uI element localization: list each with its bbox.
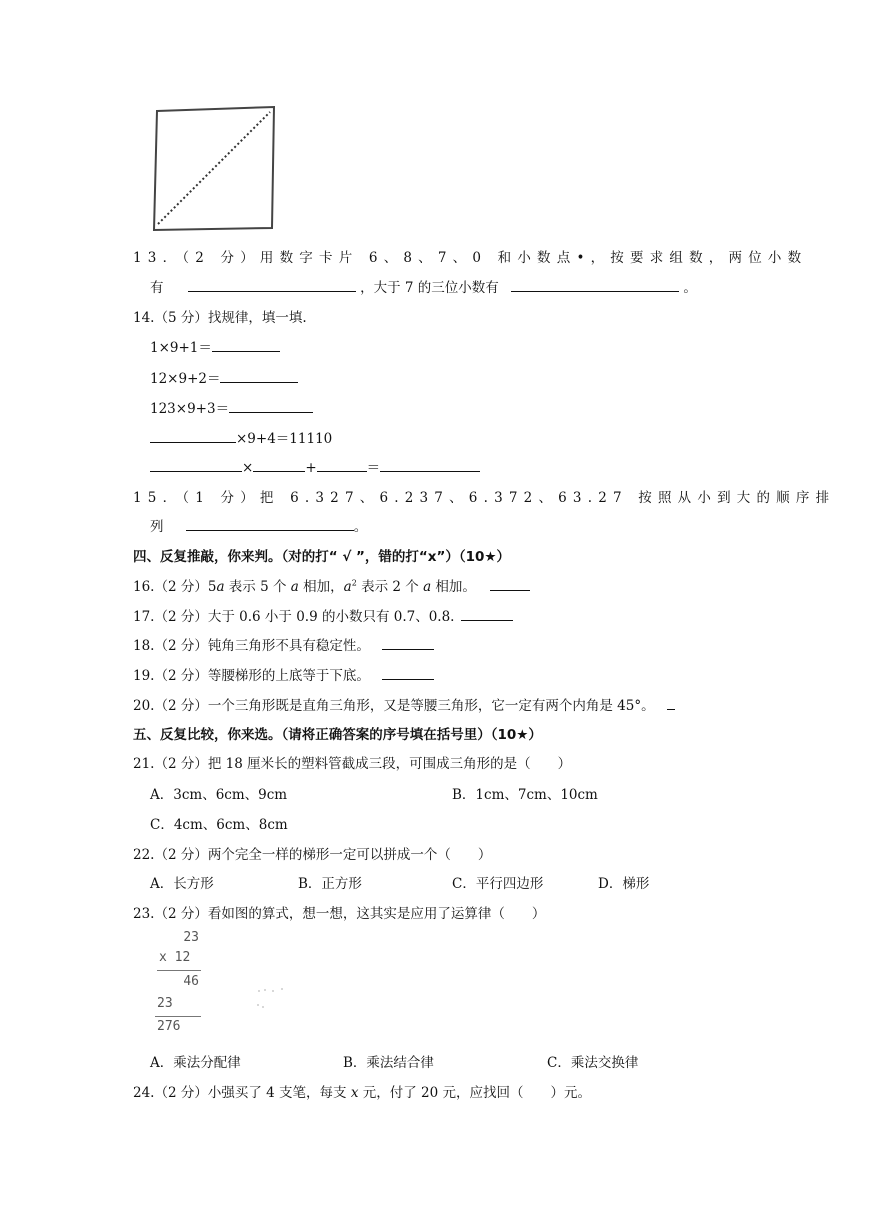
q14-r5-eq: ＝ xyxy=(366,460,381,476)
q23-option-c[interactable]: C．乘法交换律 xyxy=(547,1055,639,1071)
q24-text-a: 24.（2 分）小强买了 4 支笔，每支 xyxy=(133,1085,351,1101)
q13-answer-blank-1[interactable] xyxy=(188,277,356,292)
q14-r5-blank-4[interactable] xyxy=(380,457,480,472)
q23-calculation-figure xyxy=(153,930,205,1040)
q23-option-b[interactable]: B．乘法结合律 xyxy=(343,1055,434,1071)
q14-r4-text: ×9+4＝11110 xyxy=(236,431,333,447)
section5-title: 五、反复比较，你来选。（请将正确答案的序号填在括号里）（10★） xyxy=(133,727,542,743)
q16-a: 16.（2 分）5 xyxy=(133,579,217,595)
q15-line2 xyxy=(150,515,367,535)
q15-answer-blank[interactable] xyxy=(186,516,354,531)
q20-answer-blank[interactable] xyxy=(667,695,675,710)
q19-text: 19.（2 分）等腰梯形的上底等于下底。 xyxy=(133,668,370,684)
q16-c: 相加， xyxy=(298,579,344,595)
q14-r4-blank[interactable] xyxy=(150,428,236,443)
q23-option-a[interactable]: A．乘法分配律 xyxy=(150,1055,241,1071)
q24-text-b: 元，付了 20 元，应找回（ ）元。 xyxy=(358,1085,591,1101)
q16-sup: 2 xyxy=(351,578,357,588)
q21-text: 21.（2 分）把 18 厘米长的塑料管截成三段，可围成三角形的是（ ） xyxy=(133,756,572,772)
q13-line1: 13．（2 分）用数字卡片 6、8、7、0 和小数点•，按要求组数，两位小数 xyxy=(133,250,808,266)
q16-var-4: a xyxy=(423,579,432,595)
q15-end: 。 xyxy=(353,519,368,535)
q16-var-3: a xyxy=(343,579,352,595)
q16-e: 相加。 xyxy=(431,579,476,595)
q14-title: 14.（5 分）找规律，填一填. xyxy=(133,310,307,326)
q14-r1-text: 1×9+1＝ xyxy=(150,340,212,356)
q14-row-2 xyxy=(150,367,298,387)
q17-text: 17.（2 分）大于 0.6 小于 0.9 的小数只有 0.7、0.8. xyxy=(133,609,455,625)
q19 xyxy=(133,664,434,684)
q13-answer-blank-2[interactable] xyxy=(511,277,679,292)
q14-r2-text: 12×9+2＝ xyxy=(150,371,221,387)
q17 xyxy=(133,605,513,625)
q14-r5-plus: + xyxy=(305,460,317,476)
q18-answer-blank[interactable] xyxy=(382,635,434,650)
calc-partial-2: 23 xyxy=(157,996,173,1011)
q24 xyxy=(133,1081,591,1101)
q14-r5-blank-1[interactable] xyxy=(150,457,242,472)
q16 xyxy=(133,575,530,595)
q23-text: 23.（2 分）看如图的算式，想一想，这其实是应用了运算律（ ） xyxy=(133,906,546,922)
q22-option-a[interactable]: A．长方形 xyxy=(150,876,214,892)
q16-var: a xyxy=(216,579,225,595)
q14-r2-blank[interactable] xyxy=(220,368,298,383)
square-diagonal-figure xyxy=(148,104,280,234)
q16-d: 表示 2 个 xyxy=(356,579,424,595)
q14-r5-blank-2[interactable] xyxy=(253,457,305,472)
q20-text: 20.（2 分）一个三角形既是直角三角形，又是等腰三角形，它一定有两个内角是 45°。 xyxy=(133,698,655,714)
q13-text-b: ，大于 7 的三位小数有 xyxy=(360,280,499,296)
q14-r3-blank[interactable] xyxy=(229,398,313,413)
q15-line1: 15．（1 分）把 6.327、6.237、6.372、63.27 按照从小到大的顺序排 xyxy=(133,490,836,506)
calc-multiplicand: 23 xyxy=(183,930,199,945)
q17-answer-blank[interactable] xyxy=(461,606,513,621)
q14-row-1 xyxy=(150,336,280,356)
calc-multiplier: x 12 xyxy=(159,950,191,965)
q18 xyxy=(133,634,434,654)
q14-r3-text: 123×9+3＝ xyxy=(150,401,230,417)
q22-text: 22.（2 分）两个完全一样的梯形一定可以拼成一个（ ） xyxy=(133,847,492,863)
q13-text-end: 。 xyxy=(683,280,697,296)
q13-line2 xyxy=(150,276,697,296)
q24-var: x xyxy=(350,1085,359,1101)
q21-option-a[interactable]: A．3cm、6cm、9cm xyxy=(150,787,288,803)
q22-option-c[interactable]: C．平行四边形 xyxy=(452,876,544,892)
q18-text: 18.（2 分）钝角三角形不具有稳定性。 xyxy=(133,638,370,654)
q19-answer-blank[interactable] xyxy=(382,665,434,680)
q14-r5-times: × xyxy=(242,460,254,476)
faint-scribble-icon xyxy=(255,985,285,1015)
calc-partial-1: 46 xyxy=(183,974,199,989)
q14-r1-blank[interactable] xyxy=(212,337,280,352)
section4-title: 四、反复推敲，你来判。（对的打“ √ ”，错的打“x”）（10★） xyxy=(133,549,510,565)
q21-option-b[interactable]: B．1cm、7cm、10cm xyxy=(452,787,598,803)
q22-option-d[interactable]: D．梯形 xyxy=(598,876,650,892)
q14-row-4 xyxy=(150,427,332,447)
calc-product: 276 xyxy=(157,1019,181,1034)
calc-rule-2 xyxy=(155,1016,201,1017)
q14-row-3 xyxy=(150,397,313,417)
q14-row-5 xyxy=(150,456,480,476)
calc-rule-1 xyxy=(157,970,201,971)
q21-option-c[interactable]: C．4cm、6cm、8cm xyxy=(150,817,288,833)
q22-option-b[interactable]: B．正方形 xyxy=(298,876,362,892)
q15-text: 列 xyxy=(150,519,164,535)
q16-b: 表示 5 个 xyxy=(224,579,291,595)
q16-var-2: a xyxy=(290,579,299,595)
q14-r5-blank-3[interactable] xyxy=(317,457,367,472)
q13-text-a: 有 xyxy=(150,280,164,296)
q20 xyxy=(133,694,675,714)
q16-answer-blank[interactable] xyxy=(490,576,530,591)
